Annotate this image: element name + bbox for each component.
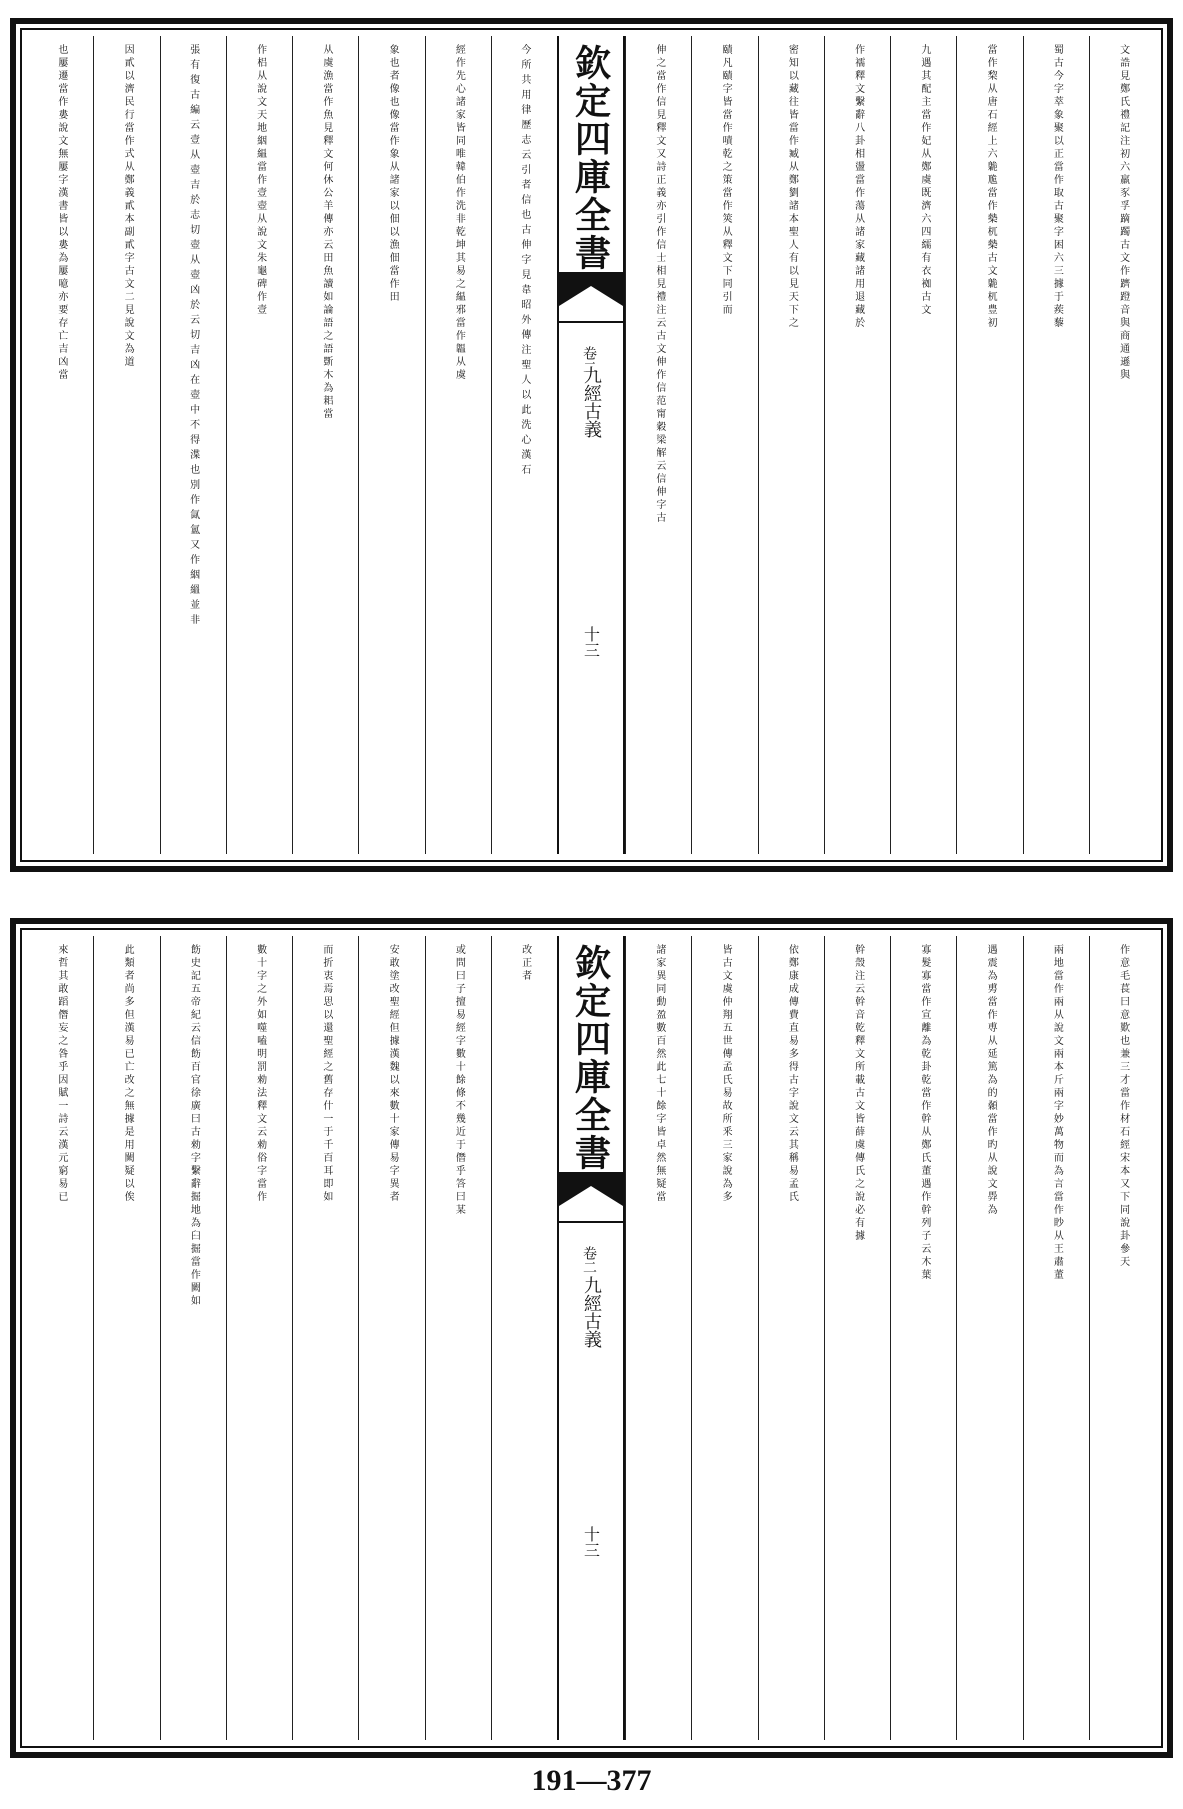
text-column-small: 今所共用律歷志云引者信也古伸字見韋昭外傳注聖人以此洗心漢石 <box>491 36 557 854</box>
text-column: 兩地當作兩从說文兩本斤兩字妙萬物而為言當作眇从王肅董 <box>1023 936 1089 1740</box>
text-column: 諸家異同動盈數百然此七十餘字皆卓然無疑當 <box>625 936 691 1740</box>
book-title: 九經古義 <box>581 1276 602 1348</box>
text-column: 皆古文虞仲翔五世傳孟氏易故所釆三家說為多 <box>691 936 757 1740</box>
text-column: 因貳以濟民行當作式从鄭義貳本副貳字古文二見說文為道 <box>93 36 159 854</box>
top-page-frame <box>10 18 1173 872</box>
text-column: 象也者像也像當作象从諸家以佃以漁佃當作田 <box>358 36 424 854</box>
text-column: 飭史記五帝紀云信飭百官徐廣曰古勑字繫辭掘地為臼掘當作闕如 <box>160 936 226 1740</box>
text-column: 寡髮寡當作宣離為乾卦乾當作幹从鄭氏董遇作幹列子云木葉 <box>890 936 956 1740</box>
bottom-columns <box>28 936 1155 1740</box>
text-column: 而折衷焉思以還聖經之舊存什一于千百耳即如 <box>292 936 358 1740</box>
text-column: 數十字之外如噬嗑明罰勑法釋文云勑俗字當作 <box>226 936 292 1740</box>
text-column: 當作棃从唐石經上六臲卼當作槷杌槷古文臲杌豊初 <box>956 36 1022 854</box>
text-column: 經作先心諸家皆同唯韓伯作洗非乾坤其易之緼邪當作韞从虞 <box>425 36 491 854</box>
text-column: 从虞漁當作魚見釋文何休公羊傳亦云田魚讀如論語之語斲木為耜當 <box>292 36 358 854</box>
top-columns <box>28 36 1155 854</box>
text-column-small: 張有復古編云壹从壺吉於志切壺从壺凶於云切吉凶在壺中不得渫也別作氤氳又作絪縕並非 <box>160 36 226 854</box>
text-column: 來哲其敢蹈僭妄之咎乎因賦一詩云漢元窮易已 <box>55 944 67 1204</box>
volume-label: 卷二 <box>581 1246 597 1274</box>
text-column: 幹殼注云幹音乾釋文所載古文皆薛虞傳氏之說必有據 <box>824 936 890 1740</box>
text-column: 密知以藏往皆當作臧从鄭劉諸本聖人有以見天下之 <box>758 36 824 854</box>
fish-tail-mark-icon <box>559 1172 623 1242</box>
bottom-page-frame <box>10 918 1173 1758</box>
text-column: 蜀古今字萃象聚以正當作取古聚字困六三據于蒺藜 <box>1023 36 1089 854</box>
fish-tail-mark-icon <box>559 272 623 342</box>
center-fold <box>557 36 625 854</box>
text-column: 也屢遷當作婁說文無屢字漢書皆以婁為屢噫亦要存亡吉凶當 <box>55 44 67 382</box>
text-column: 或問曰子擅易經字數十餘條不幾近于僭乎答曰某 <box>425 936 491 1740</box>
page-number: 十三 <box>581 626 601 658</box>
text-column: 作意毛萇曰意歎也兼三才當作材石經宋本又下同說卦參天 <box>1089 936 1155 1740</box>
center-fold <box>557 936 625 1740</box>
text-column: 九遇其配主當作妃从鄭虞既濟六四繻有衣袽古文 <box>890 36 956 854</box>
text-column: 賾凡賾字皆當作嘖乾之策當作筴从釋文下同引而 <box>691 36 757 854</box>
book-series-title: 欽定四庫全書 <box>569 944 612 1172</box>
text-column: 文誥見鄭氏禮記注初六羸豕孚蹢躅古文作躋蹬音與商通遜與 <box>1089 36 1155 854</box>
page-number: 十三 <box>581 1526 601 1558</box>
text-column: 安敢塗改聖經但據漢魏以來數十家傳易字異者 <box>358 936 424 1740</box>
text-column: 依鄭康成傳費直易多得古字說文云其稱易孟氏 <box>758 936 824 1740</box>
volume-label: 卷二 <box>581 346 597 374</box>
text-column: 作襦釋文繫辭八卦相盪當作蕩从諸家藏諸用退藏於 <box>824 36 890 854</box>
text-column: 作梠从說文天地絪緼當作壹壺从說文朱龜碑作壹 <box>226 36 292 854</box>
text-column: 此類者尚多但漢易已亡改之無據是用闕疑以俟 <box>93 936 159 1740</box>
text-column: 伸之當作信見釋文又詩正義亦引作信士相見禮注云古文伸作信范甯穀梁解云信伸字古 <box>625 36 691 854</box>
text-column: 遇震為旉當作尃从延篤為的顙當作旳从說文馵為 <box>956 936 1022 1740</box>
text-column: 改正者 <box>491 936 557 1740</box>
folio-number: 191—377 <box>531 1764 652 1797</box>
book-title: 九經古義 <box>581 366 602 438</box>
book-series-title: 欽定四庫全書 <box>569 44 612 272</box>
